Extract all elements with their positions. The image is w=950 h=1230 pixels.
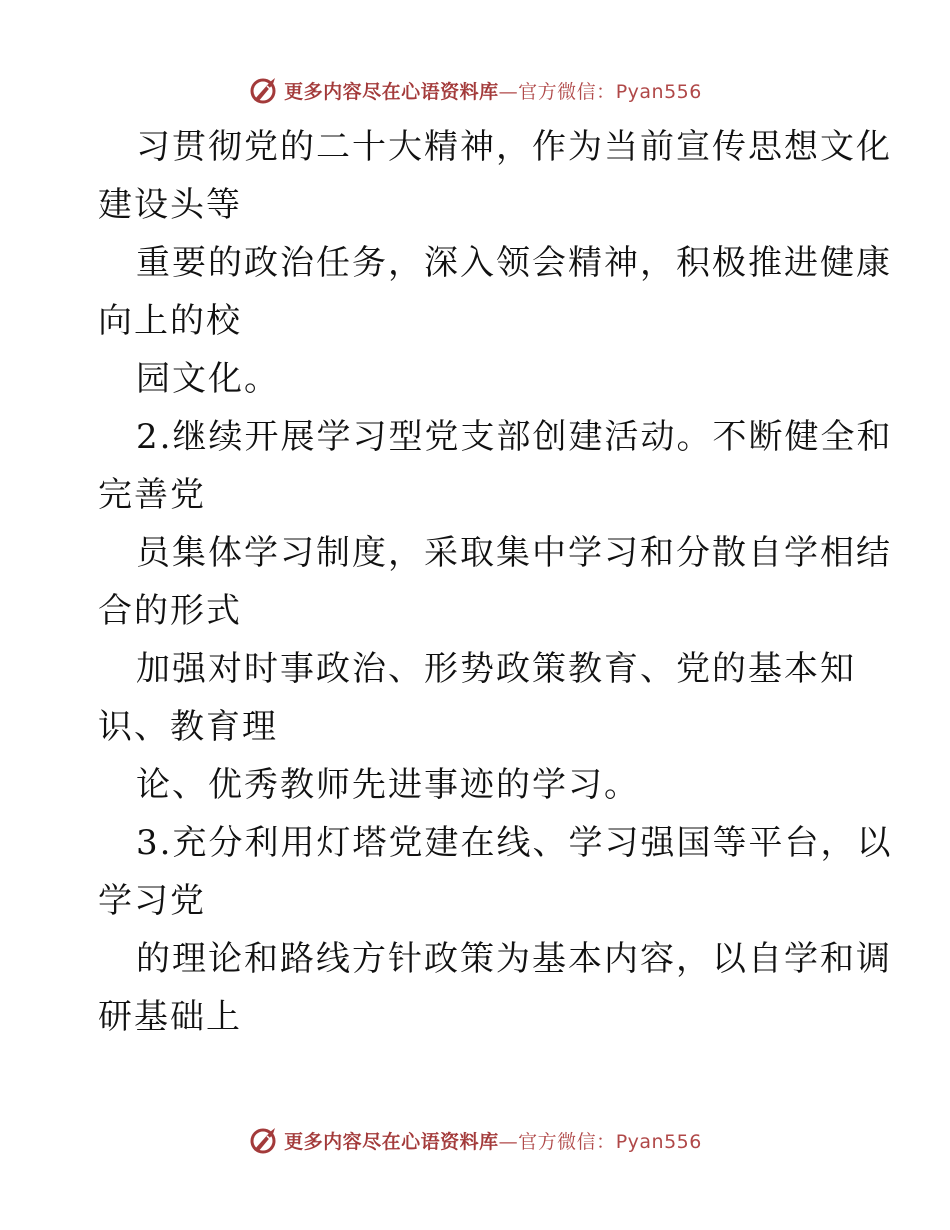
body-line: 2.继续开展学习型党支部创建活动。不断健全和 xyxy=(136,417,893,457)
pen-in-circle-icon xyxy=(248,74,280,106)
body-line: 的理论和路线方针政策为基本内容，以自学和调 xyxy=(136,939,892,979)
body-line: 向上的校 xyxy=(98,301,242,341)
header-watermark-main: 更多内容尽在心语资料库 xyxy=(284,80,499,103)
header-wechat-label: 官方微信： xyxy=(518,80,616,103)
header-wechat-id: Pyan556 xyxy=(615,80,702,103)
body-line: 员集体学习制度，采取集中学习和分散自学相结 xyxy=(136,533,892,573)
document-body xyxy=(98,118,893,1046)
header-watermark xyxy=(0,70,950,110)
body-line: 论、优秀教师先进事迹的学习。 xyxy=(136,765,640,805)
footer-watermark-text xyxy=(284,1127,702,1154)
header-watermark-text xyxy=(284,77,702,104)
footer-watermark xyxy=(0,1120,950,1160)
footer-watermark-main: 更多内容尽在心语资料库 xyxy=(284,1130,499,1153)
body-line: 园文化。 xyxy=(136,359,280,399)
body-line: 识、教育理 xyxy=(98,707,278,747)
body-line: 重要的政治任务，深入领会精神，积极推进健康 xyxy=(136,243,892,283)
body-line: 合的形式 xyxy=(98,591,242,631)
body-line: 加强对时事政治、形势政策教育、党的基本知 xyxy=(136,649,856,689)
header-watermark-sep: — xyxy=(498,80,519,103)
body-line: 研基础上 xyxy=(98,997,242,1037)
body-line: 3.充分利用灯塔党建在线、学习强国等平台，以 xyxy=(136,823,893,863)
body-line: 学习党 xyxy=(98,881,206,921)
body-line: 完善党 xyxy=(98,475,206,515)
body-line: 习贯彻党的二十大精神，作为当前宣传思想文化 xyxy=(136,127,892,167)
footer-watermark-sep: — xyxy=(498,1130,519,1153)
pen-in-circle-icon xyxy=(248,1124,280,1156)
footer-wechat-id: Pyan556 xyxy=(615,1130,702,1153)
body-line: 建设头等 xyxy=(98,185,242,225)
footer-wechat-label: 官方微信： xyxy=(518,1130,616,1153)
